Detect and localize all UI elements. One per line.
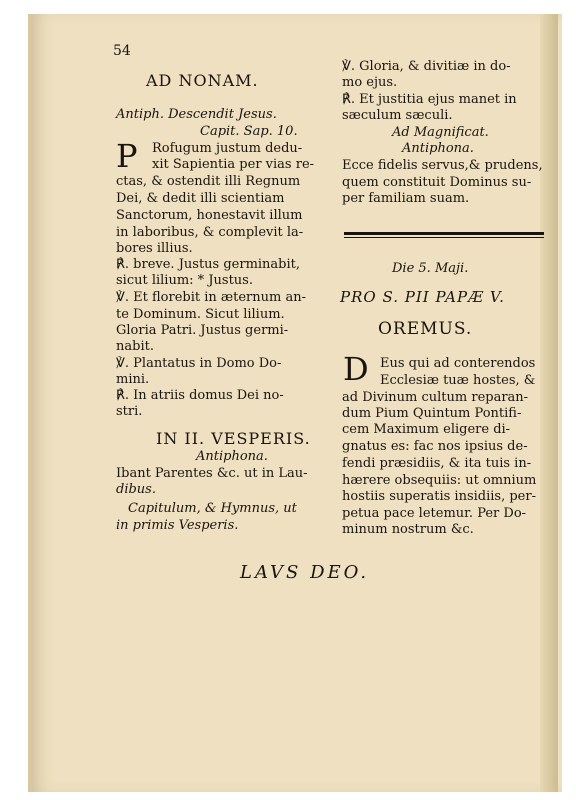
text-line: sæculum sæculi.: [342, 108, 453, 123]
prayer-line: hostiis superatis insidiis, per-: [342, 489, 536, 504]
text-line: Ibant Parentes &c. ut in Lau-: [116, 466, 308, 481]
text-line: xit Sapientia per vias re-: [152, 157, 315, 172]
text-line: mini.: [116, 372, 150, 387]
prayer-line: Ecclesiæ tuæ hostes, &: [380, 373, 536, 388]
page-number: 54: [113, 43, 131, 59]
text-line: quem constituit Dominus su-: [342, 175, 532, 190]
heading-ad-nonam: AD NONAM.: [146, 71, 259, 90]
antiphon-line: Antiph. Descendit Jesus.: [116, 107, 277, 122]
heading-vesperis: IN II. VESPERIS.: [156, 429, 311, 448]
responsory-line: ℟. breve. Justus germinabit,: [116, 257, 301, 272]
text-line: dibus.: [116, 482, 156, 497]
text-line: bores illius.: [116, 241, 193, 256]
text-line: Sanctorum, honestavit illum: [116, 208, 303, 223]
oremus-heading: OREMUS.: [378, 319, 473, 339]
page-edge: [540, 14, 558, 792]
prayer-line: cem Maximum eligere di-: [342, 422, 511, 437]
date-heading: Die 5. Maji.: [392, 261, 469, 276]
antiphona-label: Antiphona.: [196, 449, 268, 464]
prayer-line: fendi præsidiis, & ita tuis in-: [342, 456, 532, 471]
text-line: Dei, & dedit illi scientiam: [116, 191, 285, 206]
prayer-line: dum Pium Quintum Pontifi-: [342, 406, 522, 421]
text-line: Ecce fidelis servus,& prudens,: [342, 158, 543, 173]
text-line: Rofugum justum dedu-: [152, 141, 303, 156]
prayer-line: hærere obsequiis: ut omnium: [342, 473, 537, 488]
text-line: Capitulum, & Hymnus, ut: [128, 501, 297, 516]
versicle-line: ℣. Et florebit in æternum an-: [116, 290, 306, 305]
text-line: sicut lilium: * Justus.: [116, 273, 253, 288]
text-line: in laboribus, & complevit la-: [116, 225, 304, 240]
text-line: per familiam suam.: [342, 191, 470, 206]
responsory-line: ℟. Et justitia ejus manet in: [342, 92, 517, 107]
capitulum-ref: Capit. Sap. 10.: [200, 124, 298, 139]
text-line: stri.: [116, 404, 143, 419]
prayer-line: ad Divinum cultum reparan-: [342, 390, 529, 405]
text-line: Gloria Patri. Justus germi-: [116, 323, 289, 338]
versicle-line: ℣. Plantatus in Domo Do-: [116, 356, 282, 371]
versicle-line: ℣. Gloria, & divitiæ in do-: [342, 59, 511, 74]
prayer-line: minum nostrum &c.: [342, 522, 474, 537]
text-line: nabit.: [116, 339, 154, 354]
text-line: in primis Vesperis.: [116, 518, 239, 533]
footer-laus-deo: LAVS DEO.: [240, 562, 370, 583]
prayer-line: petua pace letemur. Per Do-: [342, 506, 527, 521]
drop-cap-p: P: [116, 137, 138, 175]
prayer-line: Eus qui ad conterendos: [380, 356, 536, 371]
magnificat-label: Ad Magnificat.: [392, 125, 489, 140]
responsory-line: ℟. In atriis domus Dei no-: [116, 388, 284, 403]
divider-rule-thin: [344, 237, 544, 238]
text-line: mo ejus.: [342, 75, 398, 90]
drop-cap-d: D: [343, 350, 369, 388]
text-line: ctas, & ostendit illi Regnum: [116, 174, 301, 189]
prayer-line: gnatus es: fac nos ipsius de-: [342, 439, 528, 454]
antiphona-label: Antiphona.: [402, 141, 474, 156]
divider-rule: [344, 232, 544, 235]
feast-heading: PRO S. PII PAPÆ V.: [340, 288, 505, 306]
text-line: te Dominum. Sicut lilium.: [116, 307, 285, 322]
